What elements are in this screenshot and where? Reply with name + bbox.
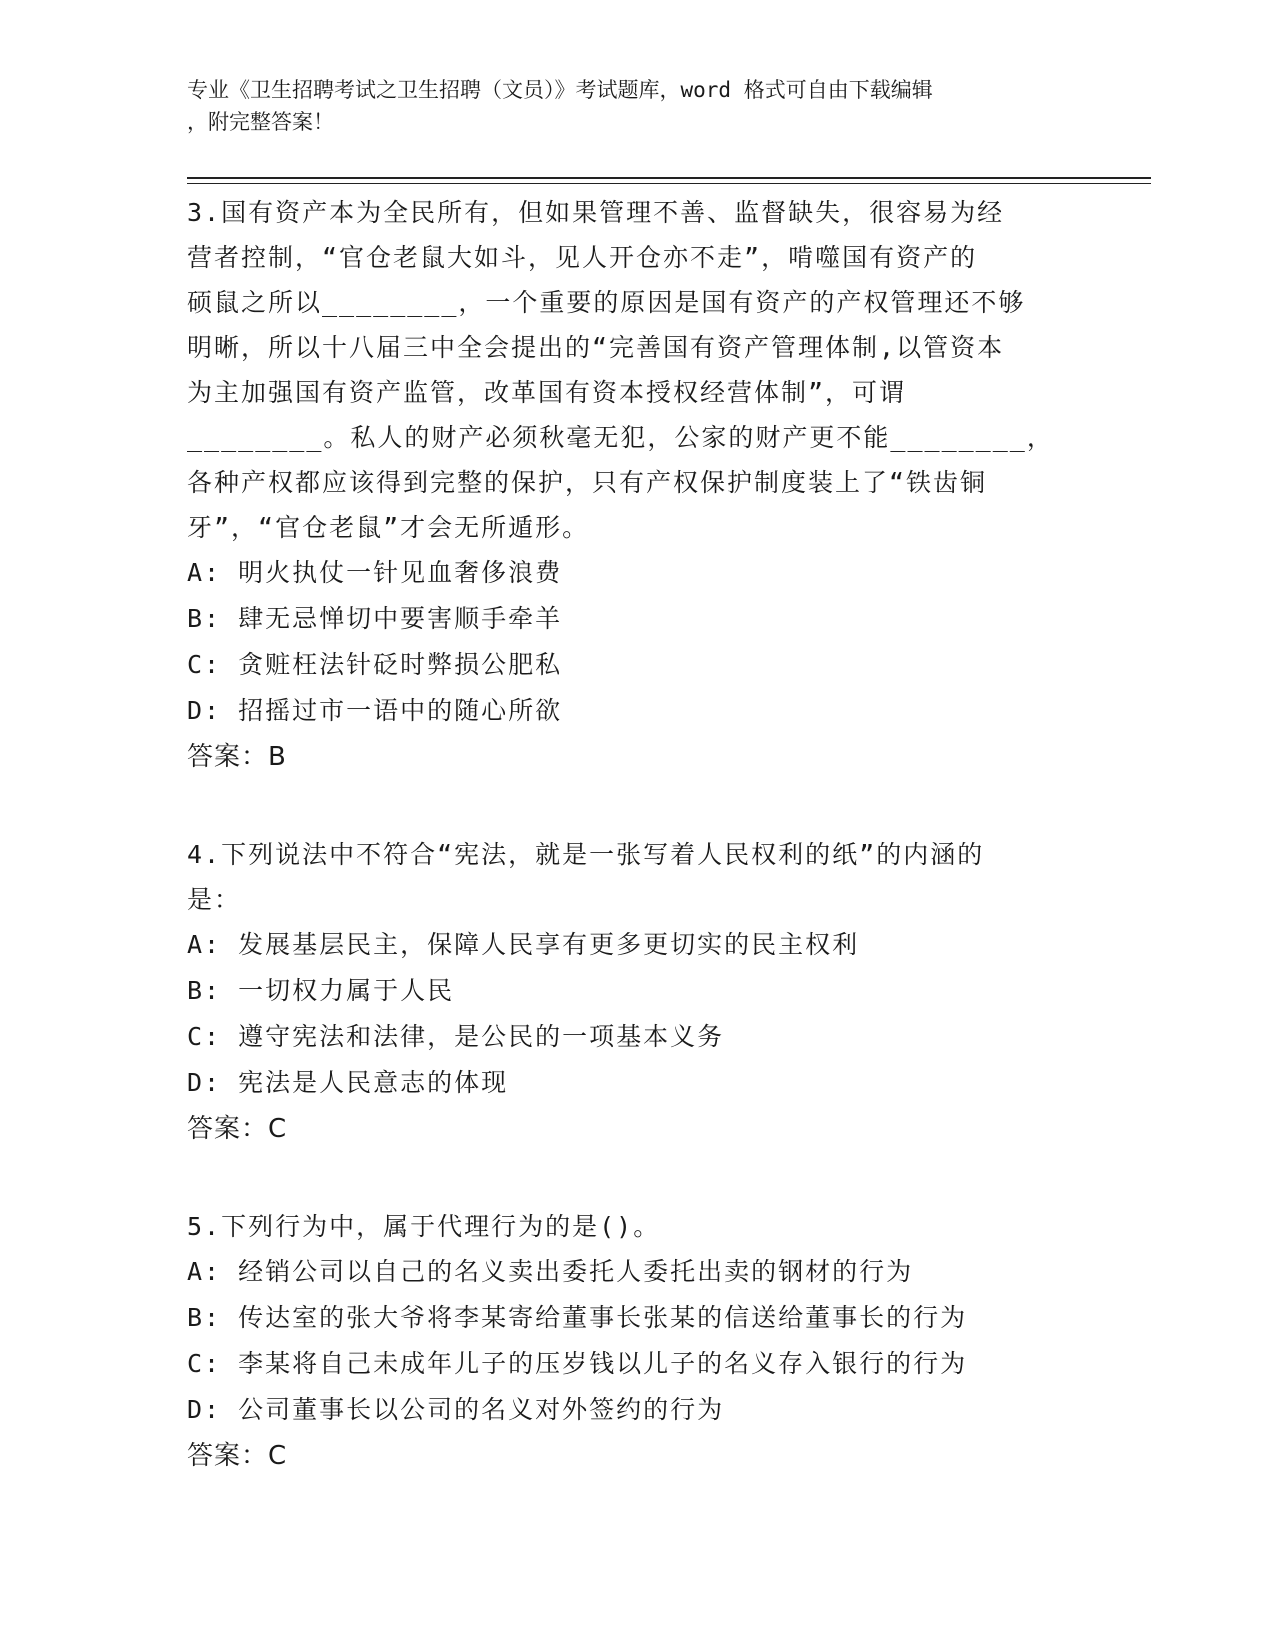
option-c: C: 遵守宪法和法律，是公民的一项基本义务 (187, 1022, 725, 1051)
option-b: B: 肆无忌惮切中要害顺手牵羊 (187, 604, 563, 633)
question-text-line: 明晰，所以十八届三中全会提出的“完善国有资产管理体制,以管资本 (187, 333, 1005, 362)
option-d: D: 宪法是人民意志的体现 (187, 1068, 509, 1097)
answer-label: 答案：C (187, 1114, 288, 1144)
option-d: D: 招摇过市一语中的随心所欲 (187, 696, 563, 725)
question-5 (187, 1204, 1087, 1479)
answer-label: 答案：C (187, 1441, 288, 1471)
option-b: B: 传达室的张大爷将李某寄给董事长张某的信送给董事长的行为 (187, 1303, 968, 1332)
question-text-line: 营者控制，“官仓老鼠大如斗，见人开仓亦不走”，啃噬国有资产的 (187, 243, 978, 272)
question-text-line: 5.下列行为中，属于代理行为的是()。 (187, 1212, 661, 1241)
option-c: C: 李某将自己未成年儿子的压岁钱以儿子的名义存入银行的行为 (187, 1349, 968, 1378)
option-a: A: 经销公司以自己的名义卖出委托人委托出卖的钢材的行为 (187, 1257, 914, 1286)
spacer (187, 780, 1087, 832)
question-text-line: 硕鼠之所以________，一个重要的原因是国有资产的产权管理还不够 (187, 288, 1026, 317)
question-text-line: 是： (187, 885, 242, 914)
header-divider-thin (187, 183, 1151, 184)
spacer (187, 1152, 1087, 1204)
question-text-line: 牙”，“官仓老鼠”才会无所遁形。 (187, 513, 590, 542)
header-line-1: 专业《卫生招聘考试之卫生招聘（文员）》考试题库，word 格式可自由下载编辑 (187, 78, 933, 102)
question-4 (187, 832, 1087, 1152)
header-line-2: ，附完整答案！ (187, 110, 334, 134)
question-text-line: 各种产权都应该得到完整的保护，只有产权保护制度装上了“铁齿铜 (187, 468, 988, 497)
question-text-line: 4.下列说法中不符合“宪法，就是一张写着人民权利的纸”的内涵的 (187, 840, 985, 869)
answer-label: 答案：B (187, 742, 287, 772)
option-a: A: 明火执仗一针见血奢侈浪费 (187, 558, 563, 587)
question-text-line: 为主加强国有资产监管，改革国有资本授权经营体制”，可谓 (187, 378, 907, 407)
header-divider-thick (187, 177, 1151, 179)
question-3 (187, 190, 1087, 780)
document-header (187, 74, 1087, 138)
question-text-line: ________。私人的财产必须秋毫无犯，公家的财产更不能________， (187, 423, 1054, 452)
question-text-line: 3.国有资产本为全民所有，但如果管理不善、监督缺失，很容易为经 (187, 198, 1005, 227)
question-list (187, 190, 1087, 1479)
option-c: C: 贪赃枉法针砭时弊损公肥私 (187, 650, 563, 679)
option-b: B: 一切权力属于人民 (187, 976, 455, 1005)
option-d: D: 公司董事长以公司的名义对外签约的行为 (187, 1395, 725, 1424)
option-a: A: 发展基层民主，保障人民享有更多更切实的民主权利 (187, 930, 860, 959)
